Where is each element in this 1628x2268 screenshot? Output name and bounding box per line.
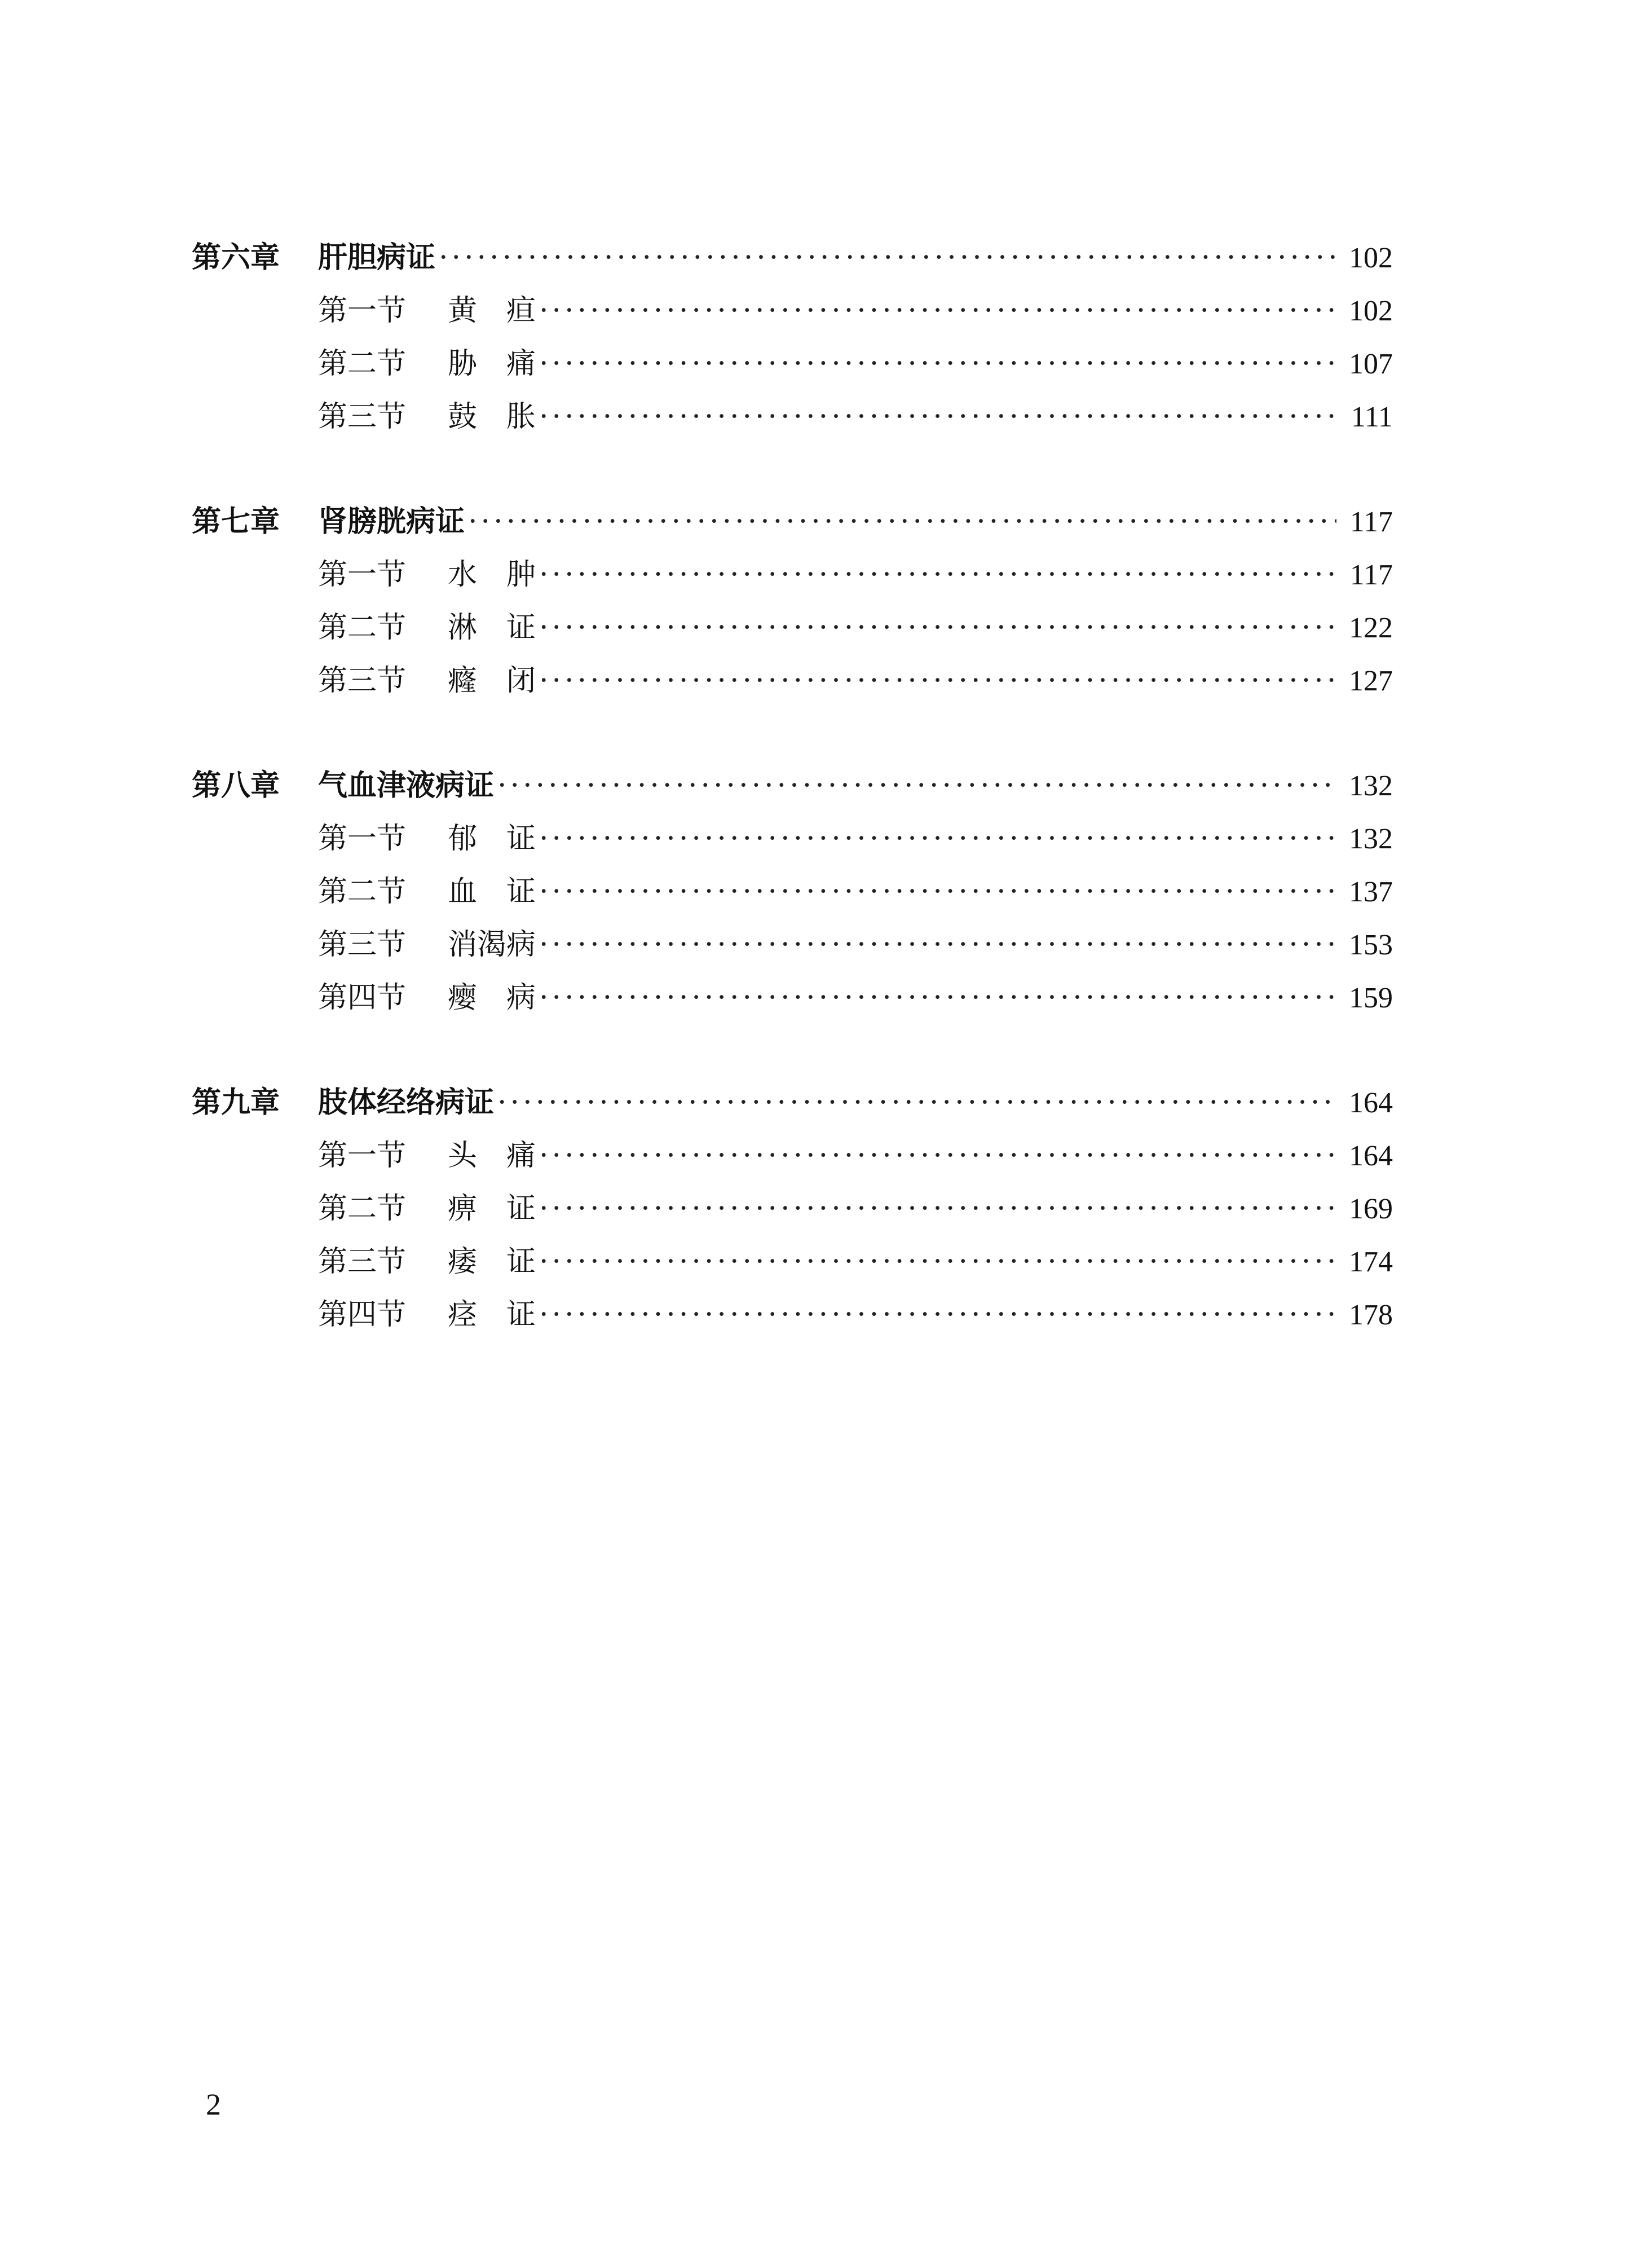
dot-leader: [539, 918, 1336, 971]
page-ref: 153: [1349, 929, 1393, 961]
page-ref: 127: [1349, 665, 1393, 697]
dot-leader: [539, 1288, 1336, 1341]
section-number: 第三节: [318, 400, 407, 434]
chapter-title: 肝胆病证: [318, 241, 436, 275]
page-ref: 132: [1349, 823, 1393, 855]
section-number: 第一节: [318, 294, 407, 328]
section-entry[interactable]: [192, 865, 1393, 918]
chapter-number: 第九章: [192, 1086, 280, 1120]
section-entry[interactable]: [192, 812, 1393, 865]
section-number: 第二节: [318, 1192, 407, 1226]
chapter-title: 气血津液病证: [318, 769, 495, 803]
chapter-entry[interactable]: [192, 231, 1393, 284]
chapter-number: 第八章: [192, 769, 280, 803]
section-number: 第三节: [318, 928, 407, 962]
page-ref: 132: [1349, 770, 1393, 802]
dot-leader: [468, 495, 1336, 548]
section-entry[interactable]: [192, 284, 1393, 337]
chapter-number: 第六章: [192, 241, 280, 275]
dot-leader: [539, 1182, 1336, 1235]
chapter-entry[interactable]: [192, 759, 1393, 812]
section-entry[interactable]: [192, 1129, 1393, 1182]
dot-leader: [497, 1076, 1336, 1129]
page-ref: 169: [1349, 1193, 1393, 1225]
section-title: 痿 证: [448, 1245, 536, 1279]
chapter-entry[interactable]: [192, 495, 1393, 548]
dot-leader: [539, 390, 1336, 443]
dot-leader: [539, 1129, 1336, 1182]
page-ref: 164: [1349, 1087, 1393, 1119]
dot-leader: [539, 654, 1336, 707]
dot-leader: [539, 337, 1336, 390]
section-title: 血 证: [448, 875, 536, 909]
page-ref: 178: [1349, 1299, 1393, 1331]
page-ref: 102: [1349, 295, 1393, 327]
section-entry[interactable]: [192, 390, 1393, 443]
page-ref: 122: [1349, 612, 1393, 644]
page-ref: 117: [1349, 506, 1393, 538]
section-title: 瘿 病: [448, 981, 536, 1015]
chapter-block: [192, 1076, 1393, 1341]
section-number: 第二节: [318, 611, 407, 645]
section-number: 第二节: [318, 347, 407, 381]
dot-leader: [539, 548, 1336, 601]
section-entry[interactable]: [192, 918, 1393, 971]
table-of-contents: [192, 231, 1393, 1393]
section-title: 痹 证: [448, 1192, 536, 1226]
section-number: 第四节: [318, 981, 407, 1015]
dot-leader: [539, 865, 1336, 918]
dot-leader: [539, 1235, 1336, 1288]
dot-leader: [497, 759, 1336, 812]
section-title: 胁 痛: [448, 347, 536, 381]
section-title: 头 痛: [448, 1139, 536, 1173]
chapter-block: [192, 231, 1393, 443]
chapter-block: [192, 495, 1393, 707]
page-ref: 102: [1349, 242, 1393, 274]
section-title: 鼓 胀: [448, 400, 536, 434]
section-title: 痉 证: [448, 1298, 536, 1332]
page-ref: 164: [1349, 1140, 1393, 1172]
section-number: 第三节: [318, 1245, 407, 1279]
page-ref: 111: [1351, 401, 1393, 433]
page-ref: 117: [1349, 559, 1393, 591]
section-title: 郁 证: [448, 822, 536, 856]
section-number: 第二节: [318, 875, 407, 909]
section-entry[interactable]: [192, 1182, 1393, 1235]
chapter-title: 肢体经络病证: [318, 1086, 495, 1120]
page-ref: 159: [1349, 982, 1393, 1014]
section-title: 水 肿: [448, 558, 536, 592]
section-entry[interactable]: [192, 337, 1393, 390]
dot-leader: [539, 284, 1336, 337]
chapter-block: [192, 759, 1393, 1024]
chapter-title: 肾膀胱病证: [318, 505, 465, 539]
section-number: 第四节: [318, 1298, 407, 1332]
dot-leader: [439, 231, 1336, 284]
section-title: 癃 闭: [448, 664, 536, 698]
page-ref: 107: [1349, 348, 1393, 380]
dot-leader: [539, 812, 1336, 865]
section-entry[interactable]: [192, 971, 1393, 1024]
dot-leader: [539, 971, 1336, 1024]
section-title: 淋 证: [448, 611, 536, 645]
dot-leader: [539, 601, 1336, 654]
page-ref: 174: [1349, 1246, 1393, 1278]
page-number: 2: [206, 2088, 221, 2121]
section-number: 第一节: [318, 822, 407, 856]
chapter-number: 第七章: [192, 505, 280, 539]
section-title: 消渴病: [448, 928, 536, 962]
page-ref: 137: [1349, 876, 1393, 908]
section-number: 第三节: [318, 664, 407, 698]
section-number: 第一节: [318, 1139, 407, 1173]
section-entry[interactable]: [192, 601, 1393, 654]
section-entry[interactable]: [192, 1288, 1393, 1341]
section-entry[interactable]: [192, 548, 1393, 601]
section-number: 第一节: [318, 558, 407, 592]
section-title: 黄 疸: [448, 294, 536, 328]
section-entry[interactable]: [192, 654, 1393, 707]
section-entry[interactable]: [192, 1235, 1393, 1288]
chapter-entry[interactable]: [192, 1076, 1393, 1129]
